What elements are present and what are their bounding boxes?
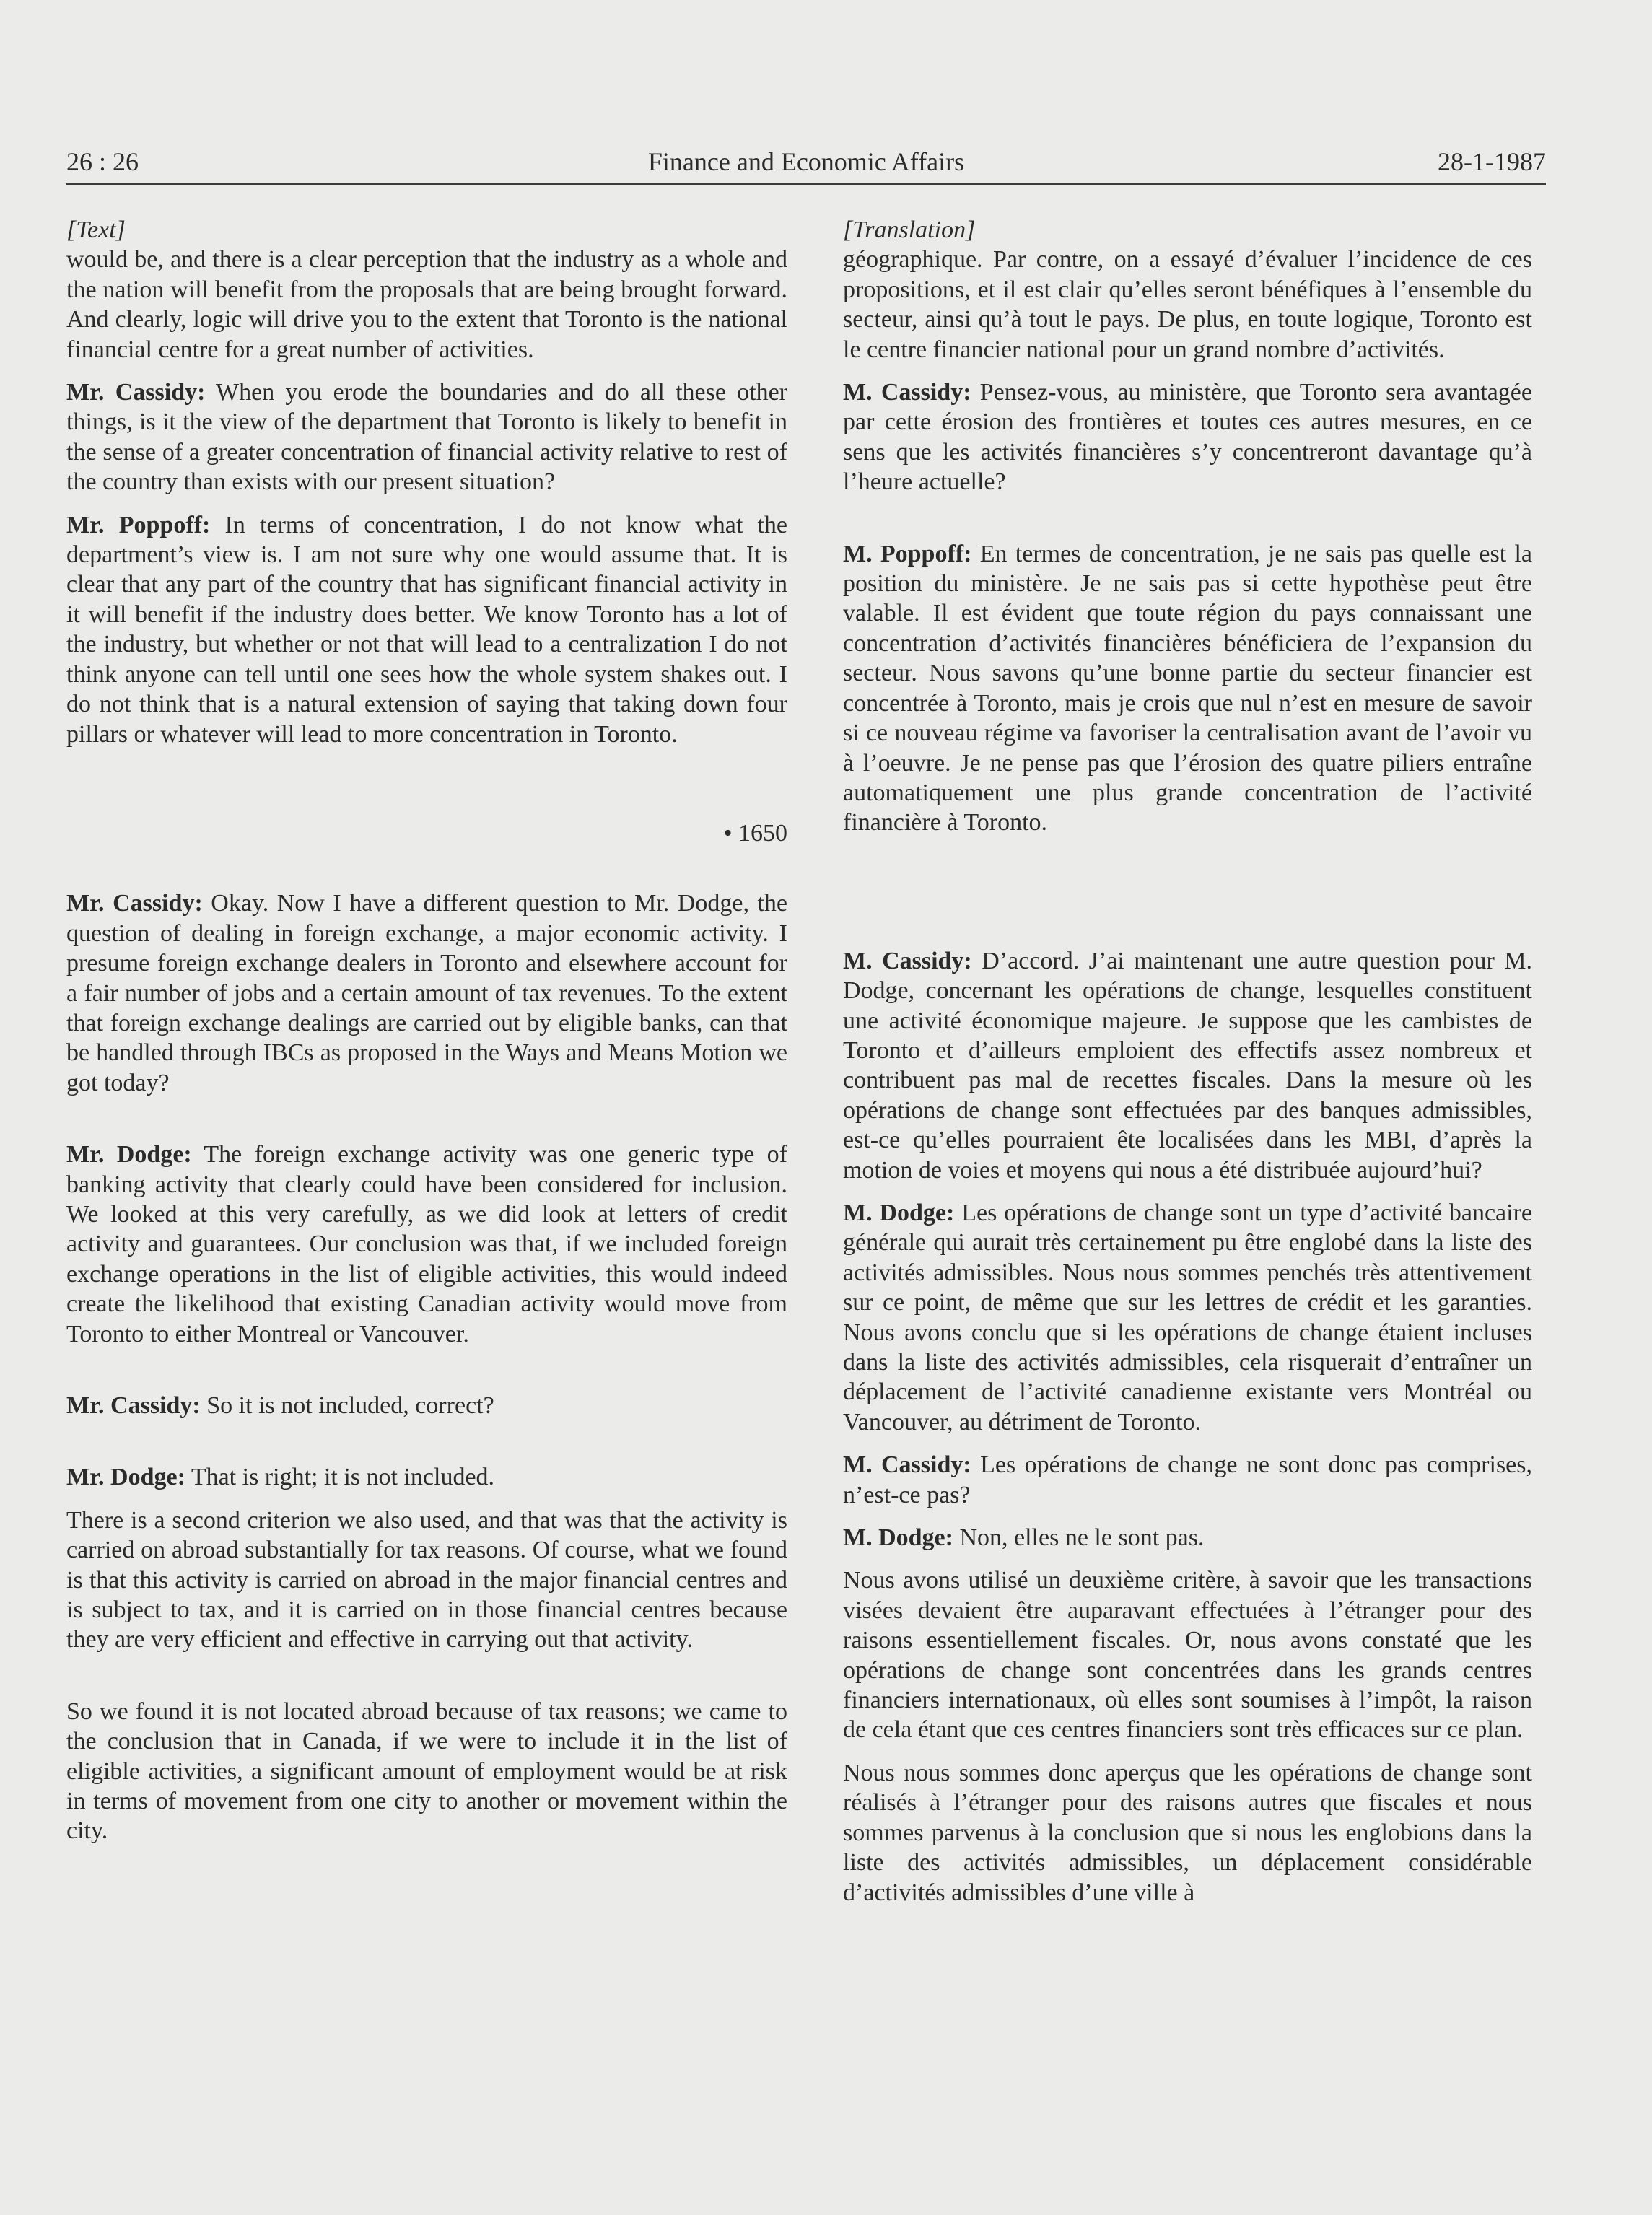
speaker-name: M. Cassidy: (843, 1451, 971, 1479)
speaker-name: M. Cassidy: (843, 379, 971, 406)
speaker-name: M. Dodge: (843, 1199, 955, 1226)
speaker-name: M. Cassidy: (843, 947, 972, 974)
speech-cassidy (843, 946, 1532, 1185)
paragraph (843, 1758, 1532, 1908)
speech-text: In terms of concentration, I do not know what the department’s view is. I am not sure why one would assume that. It is clear that any part of the country that has significant financial activity in it will benefit if the industry does better. We know Toronto has a lot of the industry, but whether or not that will lead to a centralization I do not think anyone can tell until one sees how the whole system shakes out. I do not think that is a natural extension of saying that taking down four pillars or whatever will lead to more concentration in Toronto. (66, 511, 788, 748)
time-marker: • 1650 (723, 819, 787, 847)
french-column (843, 215, 1532, 1908)
text-marker: [Text] (66, 217, 126, 243)
page-number: 26 : 26 (66, 147, 139, 176)
page-date: 28-1-1987 (1438, 147, 1546, 176)
paragraph-text: So we found it is not located abroad because of tax reasons; we came to the conclusion that in Canada, if we were to include it in the list of eligible activities, a significant amount of employment would be at risk in terms of movement from one city to another or movement within the city. (66, 1698, 787, 1845)
speaker-name: M. Poppoff: (843, 540, 972, 567)
paragraph-text: There is a second criterion we also used, and that was that the activity is carried on abroad substantially for tax reasons. Of course, what we found is that this activity is carried on abroad in the major financial centres and is subject to tax, and it is carried on in those financial centres because they are very efficient and effective in carrying out that activity. (66, 1506, 787, 1653)
translation-marker: [Translation] (843, 217, 976, 243)
speech-cassidy (66, 1391, 787, 1420)
speaker-name: M. Dodge: (843, 1524, 953, 1552)
speech-dodge (843, 1198, 1532, 1437)
paragraph (843, 1565, 1532, 1744)
paragraph-text: would be, and there is a clear perception that the industry as a whole and the nation will benefit from the proposals that are being brought forward. And clearly, logic will drive you to the extent that Toronto is the national financial centre for a great number of activities. (66, 246, 787, 363)
speech-text: When you erode the boundaries and do all these other things, is it the view of the department that Toronto is likely to benefit in the sense of a greater concentration of financial activity relative to rest of the country than exists with our present situation? (66, 379, 787, 496)
speech-cassidy (843, 377, 1532, 497)
speech-dodge (843, 1523, 1532, 1552)
speech-text: Les opérations de change sont un type d’activité bancaire générale qui aurait très certainement pu être englobé dans la liste des activités admissibles. Nous nous sommes penchés très attentivement sur ce point, de même que sur les lettres de crédit et les garanties. Nous avons conclu que si les opérations de change étaient incluses dans la liste des activités admissibles, cela risquerait d’entraîner un déplacement de l’activité canadienne existante vers Montréal ou Vancouver, au détriment de Toronto. (843, 1199, 1532, 1436)
speech-text: D’accord. J’ai maintenant une autre question pour M. Dodge, concernant les opérations de change, lesquelles constituent une activité économique majeure. Je suppose que les cambistes de Toronto et d’ailleurs emploient des effectifs assez nombreux et contribuent pas mal de recettes fiscales. Dans la mesure où les opérations de change sont effectuées par des banques admissibles, est-ce qu’elles pourraient ête localisées dans les MBI, d’après la motion de voies et moyens qui nous a été distribuée aujourd’hui? (843, 947, 1532, 1184)
speaker-name: Mr. Poppoff: (66, 511, 211, 538)
speech-cassidy (66, 377, 787, 497)
paragraph (843, 245, 1532, 364)
speech-text: So it is not included, correct? (200, 1392, 494, 1419)
speech-cassidy (843, 1450, 1532, 1510)
paragraph-text: Nous nous sommes donc aperçus que les opérations de change sont réalisés à l’étranger pour des raisons autres que fiscales et nous sommes parvenus à la conclusion que si nous les englobions dans la liste des activités admissibles, un déplacement considérable d’activités admissibles d’une ville à (843, 1759, 1532, 1906)
speech-poppoff (843, 539, 1532, 838)
paragraph-text: géographique. Par contre, on a essayé d’évaluer l’incidence de ces propositions, et il est clair qu’elles seront bénéfiques à l’ensemble du secteur, ainsi qu’à tout le pays. De plus, en toute logique, Toronto est le centre financier national pour un grand nombre d’activités. (843, 246, 1532, 363)
speech-text: Okay. Now I have a different question to Mr. Dodge, the question of dealing in foreign exchange, a major economic activity. I presume foreign exchange dealers in Toronto and elsewhere account for a fair number of jobs and a certain amount of tax revenues. To the extent that foreign exchange dealings are carried out by eligible banks, can that be handled through IBCs as proposed in the Ways and Means Motion we got today? (66, 890, 787, 1096)
speaker-name: Mr. Cassidy: (66, 890, 203, 917)
paragraph (66, 1506, 787, 1655)
speech-poppoff (66, 510, 787, 749)
speaker-name: Mr. Dodge: (66, 1141, 192, 1168)
speech-text: Non, elles ne le sont pas. (953, 1524, 1205, 1552)
header-rule (66, 183, 1546, 185)
running-title: Finance and Economic Affairs (647, 147, 965, 176)
speech-cassidy (66, 888, 787, 1098)
speaker-name: Mr. Cassidy: (66, 1392, 201, 1419)
paragraph (66, 245, 787, 364)
speech-text: En termes de concentration, je ne sais pas quelle est la position du ministère. Je ne sais pas si cette hypothèse peut être valable. Il est évident que toute région du pays connaissant une concentration d’activités financières bénéficiera de l’expansion du secteur. Nous savons qu’une bonne partie du secteur financier est concentrée à Toronto, mais je crois que nul n’est en mesure de savoir si ce nouveau régime va favoriser la centralisation avant de l’avoir vu à l’oeuvre. Je ne pense pas que l’érosion des quatre piliers entraîne automatiquement une plus grande concentration de l’activité financière à Toronto. (843, 540, 1532, 836)
speech-text: The foreign exchange activity was one generic type of banking activity that clearly could have been considered for inclusion. We looked at this very carefully, as we did look at letters of credit activity and guarantees. Our conclusion was that, if we included foreign exchange operations in the list of eligible activities, this would indeed create the likelihood that existing Canadian activity would move from Toronto to either Montreal or Vancouver. (66, 1141, 788, 1347)
page-header (66, 141, 1546, 182)
english-column (66, 215, 787, 1846)
paragraph (66, 1697, 787, 1846)
speaker-name: Mr. Cassidy: (66, 379, 206, 406)
speech-text: That is right; it is not included. (185, 1464, 495, 1491)
speech-dodge (66, 1462, 787, 1492)
speech-text: Les opérations de change ne sont donc pas comprises, n’est-ce pas? (843, 1451, 1532, 1508)
speech-dodge (66, 1140, 787, 1349)
speaker-name: Mr. Dodge: (66, 1464, 185, 1491)
speech-text: Pensez-vous, au ministère, que Toronto sera avantagée par cette érosion des frontières et toutes ces autres mesures, en ce sens que les activités financières s’y concentreront davantage qu’à l’heure actuelle? (843, 379, 1532, 496)
paragraph-text: Nous avons utilisé un deuxième critère, à savoir que les transactions visées devaient être auparavant effectuées à l’étranger pour des raisons essentiellement fiscales. Or, nous avons constaté que les opérations de change sont concentrées dans les grands centres financiers internationaux, où elles sont soumises à l’impôt, la raison de cela étant que ces centres financiers sont très efficaces sur ce plan. (843, 1567, 1532, 1744)
